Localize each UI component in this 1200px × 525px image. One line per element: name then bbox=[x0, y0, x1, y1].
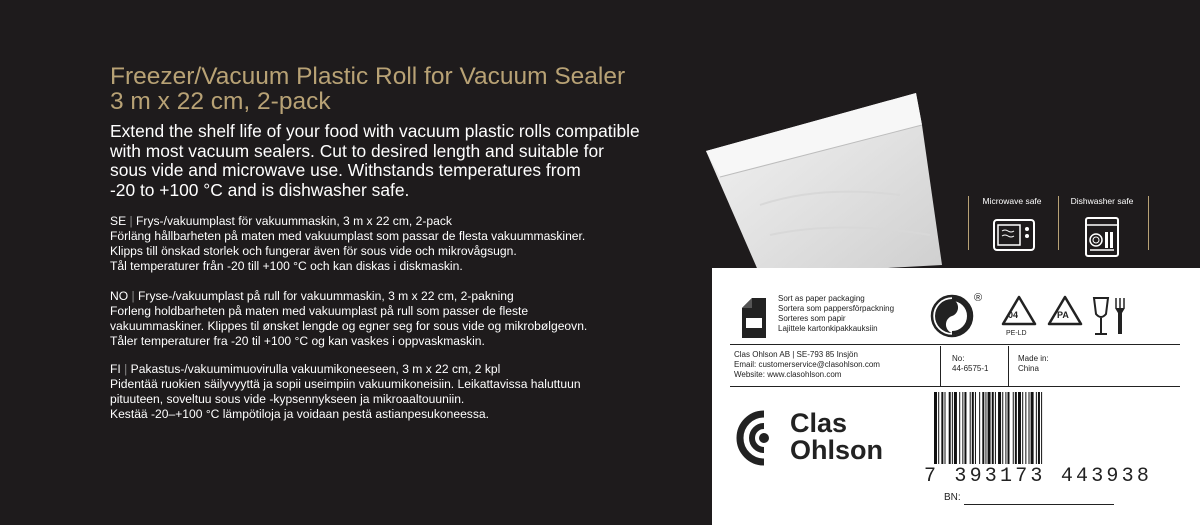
badge-divider bbox=[1148, 196, 1149, 250]
food-safe-icon bbox=[1090, 294, 1130, 338]
item-number-value: 44-6575-1 bbox=[952, 364, 989, 373]
panel-divider bbox=[730, 344, 1180, 345]
product-title bbox=[110, 64, 710, 114]
barcode-bar bbox=[970, 392, 971, 464]
green-dot-icon bbox=[930, 294, 974, 338]
recycling-code-04: 04 bbox=[1008, 310, 1019, 320]
barcode-bar bbox=[1041, 392, 1042, 464]
barcode-bar bbox=[1013, 392, 1014, 464]
carton-icon bbox=[738, 296, 770, 340]
english-description bbox=[110, 122, 710, 200]
brand-line: Ohlson bbox=[790, 435, 883, 465]
finnish-section bbox=[110, 362, 710, 422]
barcode-bar bbox=[982, 392, 984, 464]
origin-label: Made in: bbox=[1018, 354, 1049, 363]
lang-heading-fi: Pakastus-/vakuumimuovirulla vakuumikoneeseen, 3 m x 22 cm, 2 kpl bbox=[130, 362, 501, 376]
lead-line: -20 to +100 °C and is dishwasher safe. bbox=[110, 179, 410, 200]
barcode-bar bbox=[949, 392, 951, 464]
barcode-bar bbox=[1036, 392, 1037, 464]
dishwasher-label: Dishwasher safe bbox=[1070, 196, 1134, 206]
barcode-bar bbox=[1002, 392, 1003, 464]
company-info bbox=[734, 350, 880, 380]
lead-line: sous vide and microwave use. Withstands temperatures from bbox=[110, 160, 581, 180]
microwave-label: Microwave safe bbox=[982, 196, 1042, 206]
barcode-bar bbox=[945, 392, 946, 464]
lang-separator: | bbox=[124, 362, 128, 376]
barcode-bar bbox=[1008, 392, 1010, 464]
barcode-bar bbox=[954, 392, 957, 464]
barcode-bar bbox=[1015, 392, 1017, 464]
recycling-triangle-icon bbox=[1000, 294, 1038, 328]
sorting-line: Sorteres som papir bbox=[778, 314, 846, 323]
barcode-bar bbox=[1005, 392, 1006, 464]
lang-line: pituuteen, soveltuu sous vide -kypsennykseen ja mikroaaltouuniin. bbox=[110, 392, 465, 406]
badge-divider bbox=[968, 196, 969, 250]
dishwasher-icon bbox=[1082, 216, 1122, 258]
barcode-bar bbox=[1029, 392, 1030, 464]
barcode-bar bbox=[988, 392, 991, 464]
panel-divider bbox=[1008, 346, 1009, 386]
barcode-bar bbox=[1025, 392, 1026, 464]
sorting-line: Sort as paper packaging bbox=[778, 294, 865, 303]
lang-line: Kestää -20–+100 °C lämpötiloja ja voidaan pestä astianpesukoneessa. bbox=[110, 407, 489, 421]
registered-mark: ® bbox=[974, 292, 983, 304]
barcode-bar bbox=[1038, 392, 1040, 464]
batch-number-line bbox=[964, 504, 1114, 505]
origin-info bbox=[1018, 354, 1049, 374]
swedish-section bbox=[110, 214, 710, 274]
lang-separator: | bbox=[131, 289, 135, 303]
lang-separator: | bbox=[129, 214, 133, 228]
item-number-label: No: bbox=[952, 354, 965, 363]
barcode-bar bbox=[998, 392, 1001, 464]
lang-line: Pidentää ruokien säilyvyyttä ja sopii useimpiin vakuumikoneisiin. Leikattavissa haluttuun bbox=[110, 377, 581, 391]
barcode-bar bbox=[934, 392, 937, 464]
microwave-badge bbox=[972, 196, 1052, 266]
barcode-bar bbox=[992, 392, 994, 464]
lang-code-no: NO bbox=[110, 289, 129, 303]
brand-name bbox=[790, 410, 883, 464]
clas-ohlson-logo-icon bbox=[734, 406, 784, 470]
barcode-bar bbox=[979, 392, 980, 464]
item-number bbox=[952, 354, 988, 374]
microwave-icon bbox=[992, 216, 1036, 254]
title-line-2: 3 m x 22 cm, 2-pack bbox=[110, 88, 331, 115]
lang-code-se: SE bbox=[110, 214, 127, 228]
info-panel bbox=[712, 268, 1200, 525]
lead-line: with most vacuum sealers. Cut to desired length and suitable for bbox=[110, 140, 604, 161]
lang-line: Förläng hållbarheten på maten med vakuumplast som passar de flesta vakuummaskiner. bbox=[110, 229, 586, 243]
lang-heading-se: Frys-/vakuumplast för vakuummaskin, 3 m x 22 cm, 2-pack bbox=[136, 214, 452, 228]
lang-line: Forleng holdbarheten på maten med vakuumplast på rull som passer de fleste bbox=[110, 304, 529, 318]
safety-badges bbox=[968, 196, 1148, 266]
title-line-1: Freezer/Vacuum Plastic Roll for Vacuum Sealer bbox=[110, 63, 626, 90]
company-email: Email: customerservice@clasohlson.com bbox=[734, 360, 880, 369]
norwegian-section bbox=[110, 289, 710, 349]
panel-divider bbox=[730, 386, 1180, 387]
lang-line: Klipps till önskad storlek och fungerar även för sous vide och mikrovågsugn. bbox=[110, 244, 517, 258]
company-address: Clas Ohlson AB | SE-793 85 Insjön bbox=[734, 350, 858, 359]
barcode bbox=[934, 392, 1134, 464]
lead-line: Extend the shelf life of your food with vacuum plastic rolls compatible bbox=[110, 121, 640, 141]
dishwasher-badge bbox=[1062, 196, 1142, 266]
recycling-code-04-label: PE-LD bbox=[1006, 330, 1027, 337]
barcode-bar bbox=[995, 392, 996, 464]
barcode-bar bbox=[959, 392, 960, 464]
barcode-bar bbox=[941, 392, 943, 464]
barcode-bar bbox=[964, 392, 966, 464]
company-website: Website: www.clasohlson.com bbox=[734, 370, 842, 379]
barcode-bar bbox=[1018, 392, 1021, 464]
badge-divider bbox=[1058, 196, 1059, 250]
batch-number-label: BN: bbox=[944, 492, 961, 503]
lang-line: Tål temperaturer från -20 till +100 °C och kan diskas i diskmaskin. bbox=[110, 259, 463, 273]
lang-line: Tåler temperaturer fra -20 til +100 °C og kan vaskes i oppvaskmaskin. bbox=[110, 334, 485, 348]
sorting-line: Sortera som pappersförpackning bbox=[778, 304, 895, 313]
barcode-bar bbox=[938, 392, 939, 464]
barcode-number: 7 393173 443938 bbox=[924, 465, 1153, 488]
brand-line: Clas bbox=[790, 408, 848, 438]
barcode-bar bbox=[985, 392, 986, 464]
barcode-bar bbox=[962, 392, 963, 464]
plastic-roll-image bbox=[700, 85, 960, 275]
barcode-bar bbox=[1031, 392, 1034, 464]
barcode-bar bbox=[975, 392, 976, 464]
lang-line: vakuummaskiner. Klippes til ønsket lengde og egner seg for sous vide og mikrobølgeovn. bbox=[110, 319, 588, 333]
barcode-bar bbox=[952, 392, 953, 464]
lang-heading-no: Fryse-/vakuumplast på rull for vakuummaskin, 3 m x 22 cm, 2-pakning bbox=[138, 289, 514, 303]
barcode-bar bbox=[1022, 392, 1023, 464]
origin-value: China bbox=[1018, 364, 1039, 373]
panel-divider bbox=[940, 346, 941, 386]
paper-sorting-text bbox=[778, 294, 894, 334]
sorting-line: Lajittele kartonkipakkauksiin bbox=[778, 324, 878, 333]
recycling-code-pa: PA bbox=[1057, 310, 1069, 320]
barcode-bar bbox=[972, 392, 974, 464]
lang-code-fi: FI bbox=[110, 362, 121, 376]
